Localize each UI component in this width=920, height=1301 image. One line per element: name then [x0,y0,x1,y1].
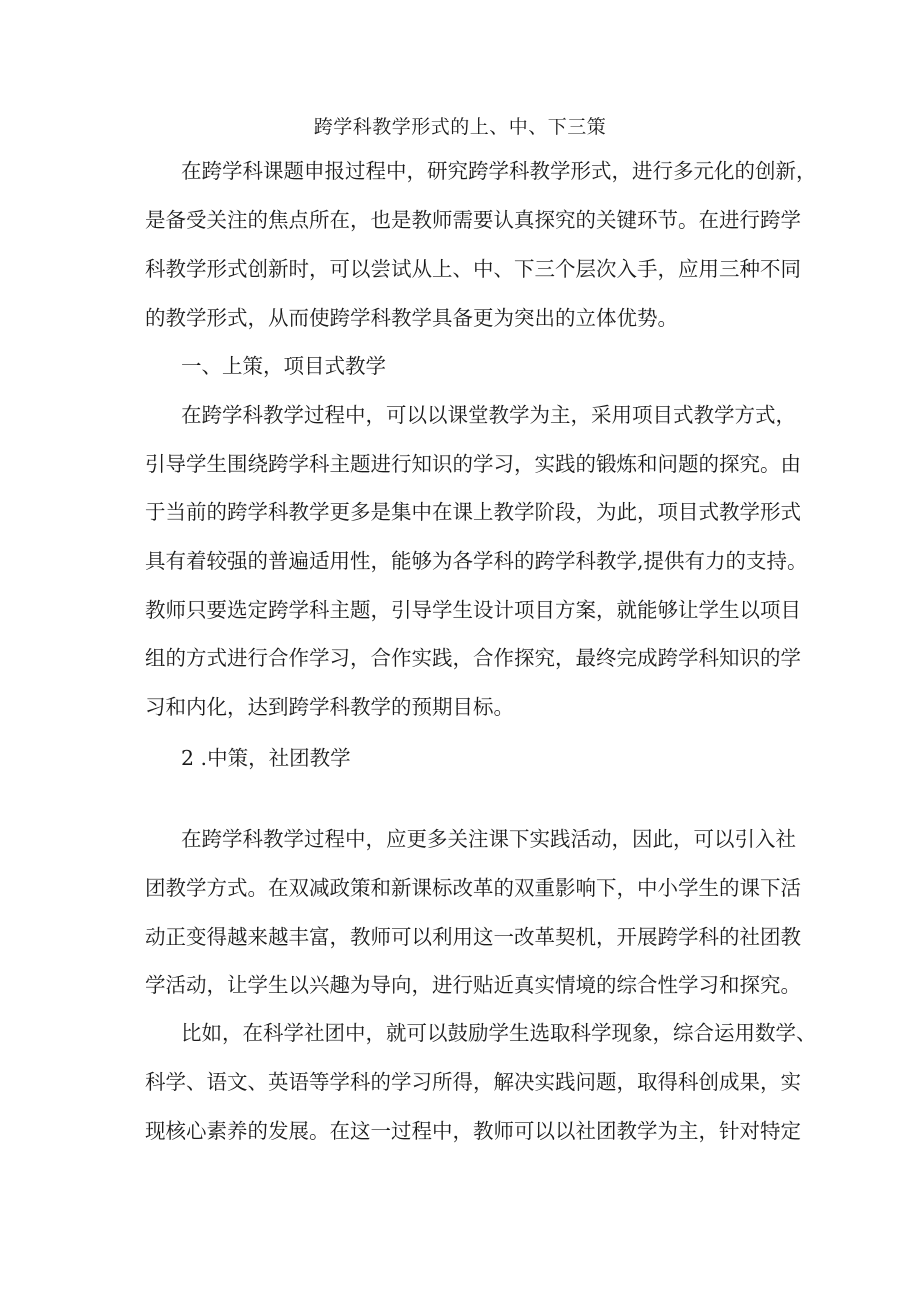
paragraph-line: 是备受关注的焦点所在，也是教师需要认真探究的关键环节。在进行跨学 [145,208,801,232]
paragraph-line: 科教学形式创新时，可以尝试从上、中、下三个层次入手，应用三种不同 [145,257,801,281]
document-title: 跨学科教学形式的上、中、下三策 [313,116,607,138]
section-heading: 一、上策，项目式教学 [181,354,386,378]
paragraph-line: 学活动，让学生以兴趣为导向，进行贴近真实情境的综合性学习和探究。 [145,973,801,997]
paragraph-line: 于当前的跨学科教学更多是集中在课上教学阶段，为此，项目式教学形式 [145,500,801,524]
paragraph-line: 具有着较强的普遍适用性，能够为各学科的跨学科教学,提供有力的支持。 [145,549,808,573]
paragraph-line: 的教学形式，从而使跨学科教学具备更为突出的立体优势。 [145,306,678,330]
paragraph-line: 习和内化，达到跨学科教学的预期目标。 [145,695,514,719]
paragraph-line: 科学、语文、英语等学科的学习所得，解决实践问题，取得科创成果，实 [145,1070,801,1094]
paragraph-line: 在跨学科教学过程中，可以以课堂教学为主，采用项目式教学方式， [181,403,796,427]
paragraph-line: 教师只要选定跨学科主题，引导学生设计项目方案，就能够让学生以项目 [145,598,801,622]
paragraph-line: 在跨学科教学过程中，应更多关注课下实践活动，因此，可以引入社 [181,827,796,851]
paragraph-line: 组的方式进行合作学习，合作实践，合作探究，最终完成跨学科知识的学 [145,646,801,670]
paragraph-line: 比如，在科学社团中，就可以鼓励学生选取科学现象，综合运用数学、 [181,1021,817,1045]
paragraph-line: 动正变得越来越丰富，教师可以利用这一改革契机，开展跨学科的社团教 [145,925,801,949]
paragraph-line: 在跨学科课题申报过程中，研究跨学科教学形式，进行多元化的创新， [181,159,817,183]
paragraph-line: 团教学方式。在双减政策和新课标改革的双重影响下，中小学生的课下活 [145,876,801,900]
section-heading: 2 .中策，社团教学 [181,746,351,770]
paragraph-line: 现核心素养的发展。在这一过程中，教师可以以社团教学为主，针对特定 [145,1119,801,1143]
paragraph-line: 引导学生围绕跨学科主题进行知识的学习，实践的锻炼和问题的探究。由 [145,452,801,476]
